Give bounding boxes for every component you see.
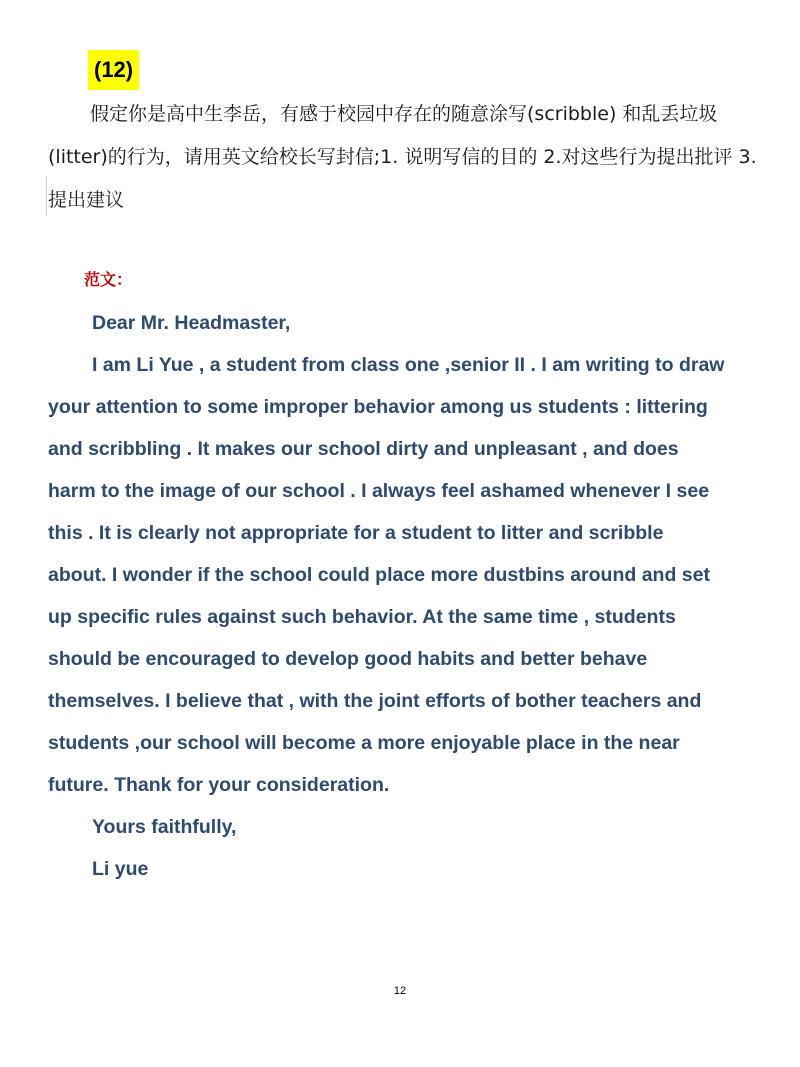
page-number: 12 xyxy=(393,985,407,997)
letter-body-line: and scribbling . It makes our school dirty and unpleasant , and does xyxy=(48,438,679,460)
letter-body-line: I am Li Yue , a student from class one ,senior II . I am writing to draw xyxy=(92,354,725,376)
letter-body-line: harm to the image of our school . I always feel ashamed whenever I see xyxy=(48,480,710,502)
margin-rule xyxy=(46,176,47,216)
letter-body-line: about. I wonder if the school could place more dustbins around and set xyxy=(48,564,710,586)
letter-body-line: your attention to some improper behavior among us students : littering xyxy=(48,396,708,418)
question-prompt: 假定你是高中生李岳，有感于校园中存在的随意涂写(scribble) 和乱丢垃圾(litter)的行为，请用英文给校长写封信;1. 说明写信的目的 2.对这些行为提出批评 3.提出建议 xyxy=(48,103,757,211)
letter-body-line: future. Thank for your consideration. xyxy=(48,774,390,796)
letter-body-line: themselves. I believe that , with the joint efforts of bother teachers and xyxy=(48,690,702,712)
letter-salutation: Dear Mr. Headmaster, xyxy=(92,312,291,334)
letter-signature: Li yue xyxy=(92,858,149,880)
letter-body-line: students ,our school will become a more enjoyable place in the near xyxy=(48,732,680,754)
model-letter xyxy=(48,302,760,890)
letter-closing: Yours faithfully, xyxy=(92,816,237,838)
letter-body-line: should be encouraged to develop good habits and better behave xyxy=(48,648,648,670)
letter-body-line: up specific rules against such behavior. At the same time , students xyxy=(48,606,676,628)
letter-body-line: this . It is clearly not appropriate for a student to litter and scribble xyxy=(48,522,664,544)
model-essay-label: 范文： xyxy=(84,270,133,289)
question-number: (12) xyxy=(88,50,139,90)
